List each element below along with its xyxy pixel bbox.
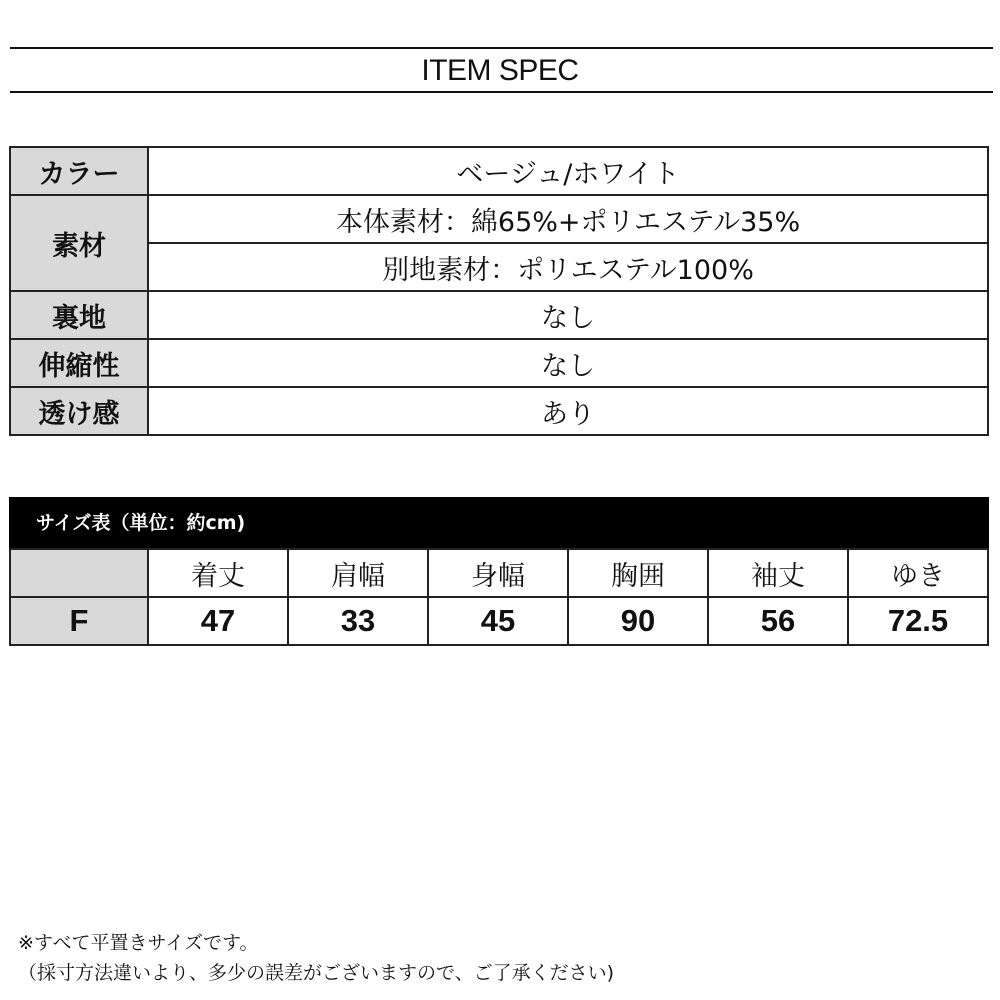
- header-bottom-rule: [10, 91, 993, 93]
- spec-row-material-sub: [10, 243, 988, 291]
- note-line: ※すべて平置きサイズです。: [18, 932, 259, 954]
- spec-label-sheer: 透け感: [10, 387, 148, 435]
- size-header-row: [10, 549, 988, 597]
- spec-label-color: カラー: [10, 147, 148, 195]
- size-col-chest: 胸囲: [568, 549, 708, 597]
- size-cell-length: 47: [148, 597, 288, 645]
- item-spec-table: [9, 146, 989, 436]
- size-col-shoulder: 肩幅: [288, 549, 428, 597]
- spec-row-sheer: [10, 387, 988, 435]
- page-title: ITEM SPEC: [421, 54, 579, 87]
- size-cell-chest: 90: [568, 597, 708, 645]
- size-row-f: [10, 597, 988, 645]
- spec-value-material-main: 本体素材：綿65%+ポリエステル35%: [148, 195, 988, 243]
- size-cell-sleeve: 56: [708, 597, 848, 645]
- size-cell-shoulder: 33: [288, 597, 428, 645]
- spec-row-color: [10, 147, 988, 195]
- size-table-header-bar: [9, 497, 989, 548]
- spec-label-stretch: 伸縮性: [10, 339, 148, 387]
- notes: [18, 928, 978, 988]
- size-row-label: F: [10, 597, 148, 645]
- size-col-yuki: ゆき: [848, 549, 988, 597]
- spec-value-lining: なし: [148, 291, 988, 339]
- spec-row-stretch: [10, 339, 988, 387]
- spec-value-color: ベージュ/ホワイト: [148, 147, 988, 195]
- size-col-length: 着丈: [148, 549, 288, 597]
- spec-value-sheer: あり: [148, 387, 988, 435]
- size-col-sleeve: 袖丈: [708, 549, 848, 597]
- size-col-width: 身幅: [428, 549, 568, 597]
- size-table-title: サイズ表（単位：約cm): [36, 512, 246, 534]
- note-line: （採寸方法違いより、多少の誤差がございますので、ご了承ください): [18, 962, 615, 984]
- spec-row-lining: [10, 291, 988, 339]
- size-header-corner: [10, 549, 148, 597]
- header-top-rule: [10, 47, 993, 49]
- spec-row-material: [10, 195, 988, 243]
- spec-label-lining: 裏地: [10, 291, 148, 339]
- size-cell-yuki: 72.5: [848, 597, 988, 645]
- size-cell-width: 45: [428, 597, 568, 645]
- size-table: [9, 548, 989, 646]
- spec-value-stretch: なし: [148, 339, 988, 387]
- spec-value-material-sub: 別地素材：ポリエステル100%: [148, 243, 988, 291]
- spec-label-material: 素材: [10, 195, 148, 291]
